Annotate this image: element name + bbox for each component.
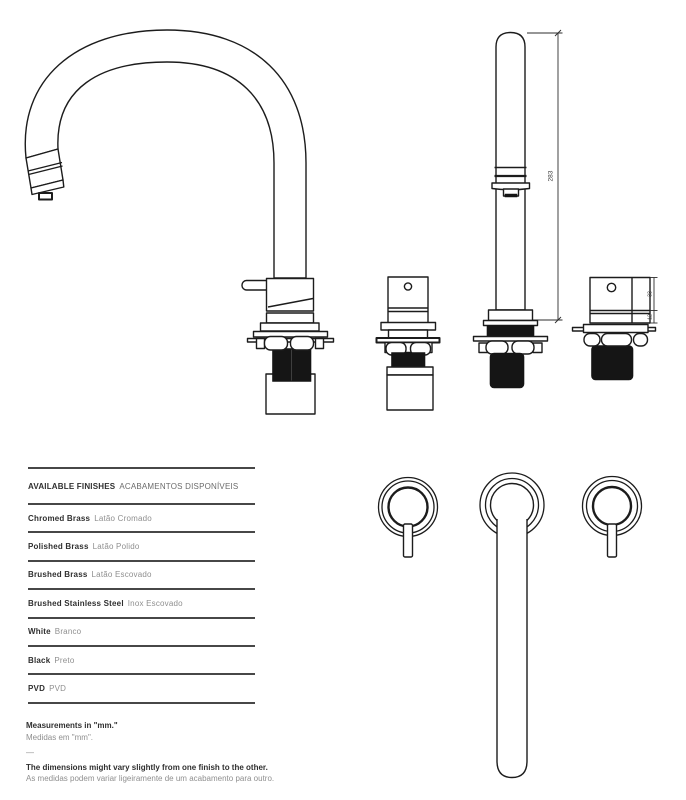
mounting-base xyxy=(387,375,433,410)
available-finishes-table xyxy=(28,467,255,704)
threaded-shank xyxy=(392,353,426,368)
deck-plate xyxy=(584,325,649,333)
plan-handle-right xyxy=(583,477,642,558)
variance-note-pt: As medidas podem variar ligeiramente de um acabamento para outro. xyxy=(26,774,275,783)
threaded-shank xyxy=(490,353,524,388)
spout-tube xyxy=(25,30,306,278)
side-rods xyxy=(474,337,548,342)
spout-side-view-drawing xyxy=(25,30,333,414)
fixing-nut xyxy=(584,334,600,347)
handle-front-view-drawing xyxy=(377,277,440,410)
finish-row-polished-brass: Polished Brass Latão Polido xyxy=(28,533,255,561)
table-header-pt: ACABAMENTOS DISPONÍVEIS xyxy=(119,481,239,491)
spout-front-view-drawing xyxy=(474,30,563,388)
measurements-note-pt: Medidas em "mm". xyxy=(26,732,94,742)
spout-column xyxy=(496,33,525,311)
handle-upper-dimension-label: 33 xyxy=(647,291,654,297)
plan-lever-right xyxy=(608,524,617,557)
plan-spout-tube xyxy=(497,519,527,778)
finish-row-pvd: PVD PVD xyxy=(28,675,255,703)
handle-flange xyxy=(381,323,436,331)
height-dimension xyxy=(527,30,563,323)
table-header-en: AVAILABLE FINISHES xyxy=(28,481,116,491)
finish-row-black: Black Preto xyxy=(28,647,255,675)
footnotes xyxy=(26,720,274,785)
height-dimension-label: 283 xyxy=(547,170,555,182)
plan-view-drawing xyxy=(379,473,642,778)
finish-row-brushed-brass: Brushed Brass Latão Escovado xyxy=(28,562,255,590)
variance-note-en: The dimensions might vary slightly from one finish to the other. xyxy=(26,762,268,772)
base-flange xyxy=(489,310,533,321)
handle-side-view-drawing xyxy=(573,278,658,381)
deck-plate xyxy=(484,321,538,326)
fixing-nut xyxy=(257,339,265,349)
aerator xyxy=(39,193,52,200)
cartridge-body xyxy=(592,346,634,381)
deck-plate xyxy=(254,332,328,338)
plan-spout xyxy=(480,473,544,778)
finish-row-chromed-brass: Chromed Brass Latão Cromado xyxy=(28,505,255,533)
cartridge-step xyxy=(387,367,433,375)
collar-band xyxy=(487,326,534,338)
measurements-note-en: Measurements in "mm." xyxy=(26,721,118,730)
handle-body xyxy=(590,278,650,324)
plan-lever-left xyxy=(404,524,413,557)
handle-lower-dimension-label: 12 xyxy=(647,314,654,320)
handle-body xyxy=(388,277,428,323)
plan-handle-left xyxy=(379,478,438,558)
finish-row-white: White Branco xyxy=(28,619,255,647)
base-flange xyxy=(261,323,320,331)
finish-row-brushed-stainless-steel: Brushed Stainless Steel Inox Escovado xyxy=(28,590,255,618)
table-header xyxy=(28,469,255,505)
note-divider: — xyxy=(26,748,34,757)
